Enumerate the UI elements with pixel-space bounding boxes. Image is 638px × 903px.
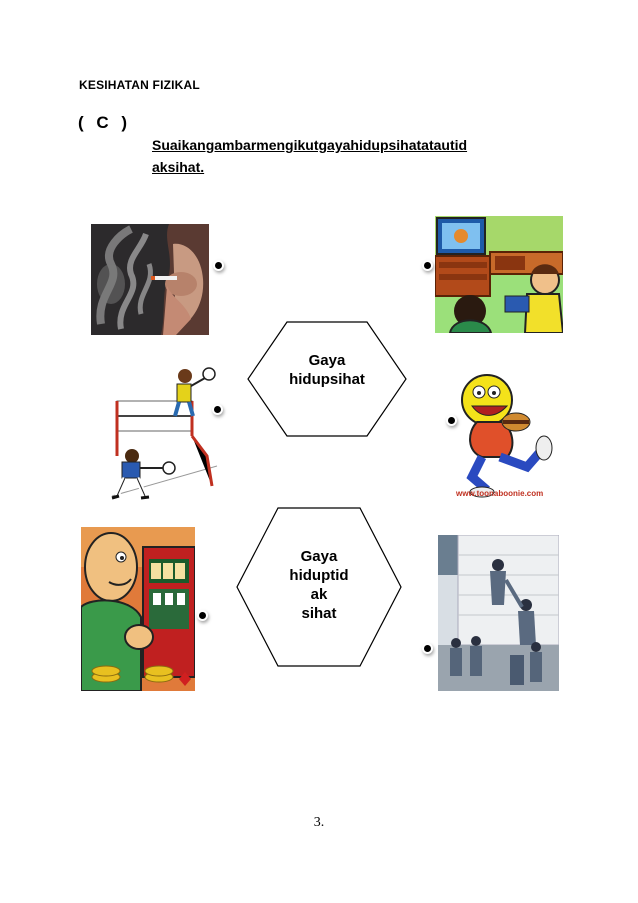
match-dot-gambling[interactable] (199, 612, 206, 619)
section-label: ( C ) (78, 113, 132, 132)
match-dot-climbing[interactable] (424, 645, 431, 652)
running-burger-man-icon (452, 372, 556, 499)
smoking-picture[interactable] (91, 224, 209, 335)
unhealthy-label-line-4: sihat (301, 605, 337, 622)
unhealthy-label-line-1: Gaya (300, 548, 338, 565)
junkfood-picture[interactable] (452, 372, 556, 499)
wall-climbing-training-icon (438, 535, 559, 691)
smoking-man-icon (91, 224, 209, 335)
badminton-picture[interactable] (97, 356, 220, 504)
match-dot-tv[interactable] (424, 262, 431, 269)
page-title: KESIHATAN FIZIKAL (79, 78, 200, 92)
child-watching-tv-icon (435, 216, 563, 333)
unhealthy-label-line-3: ak (310, 586, 328, 603)
instruction-line-2: aksihat. (152, 159, 205, 175)
climbing-picture[interactable] (438, 535, 559, 691)
healthy-lifestyle-hexagon[interactable] (247, 321, 407, 437)
badminton-players-icon (97, 356, 220, 504)
healthy-label-line-2: hidupsihat (289, 371, 365, 388)
unhealthy-lifestyle-hexagon[interactable] (236, 507, 402, 667)
unhealthy-label-line-2: hiduptid (289, 567, 349, 584)
healthy-label-line-1: Gaya (308, 352, 346, 369)
match-dot-junkfood[interactable] (448, 417, 455, 424)
match-dot-badminton[interactable] (214, 406, 221, 413)
gambling-picture[interactable] (81, 527, 195, 691)
junkfood-caption: www.toonaboonie.com (456, 489, 544, 498)
instruction-line-1: Suaikangambarmengikutgayahidupsihatatautid (152, 137, 468, 153)
slot-machine-gambler-icon (81, 527, 195, 691)
page-number: 3. (313, 815, 325, 830)
tv-picture[interactable] (435, 216, 563, 333)
match-dot-smoking[interactable] (215, 262, 222, 269)
instruction-text (152, 134, 572, 178)
